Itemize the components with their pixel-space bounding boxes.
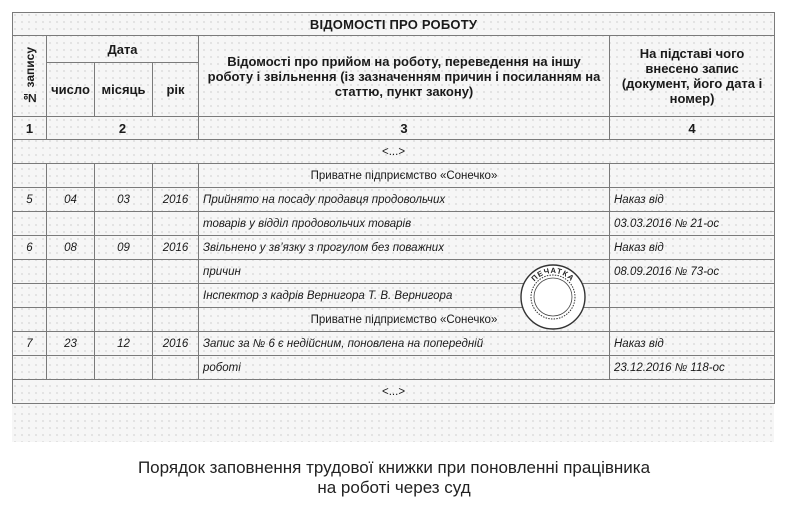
record-no-cell — [13, 284, 47, 308]
info-cell: Приватне підприємство «Сонечко» — [199, 164, 610, 188]
basis-cell — [610, 164, 775, 188]
seal-stamp — [518, 262, 588, 332]
month-cell: 09 — [95, 236, 153, 260]
year-cell — [153, 212, 199, 236]
day-cell: 23 — [47, 332, 95, 356]
year-cell — [153, 284, 199, 308]
info-cell: Прийнято на посаду продавця продовольчих — [199, 188, 610, 212]
day-cell — [47, 308, 95, 332]
year-cell: 2016 — [153, 188, 199, 212]
day-cell: 04 — [47, 188, 95, 212]
table-row — [13, 212, 775, 236]
header-basis: На підставі чого внесено запис (документ, його дата і номер) — [610, 36, 775, 117]
year-cell — [153, 164, 199, 188]
info-cell: Звільнено у зв’язку з прогулом без поважних — [199, 236, 610, 260]
basis-cell — [610, 284, 775, 308]
table-row — [13, 356, 775, 380]
stamp-text: ПЕЧАТКА — [529, 265, 577, 284]
record-no-cell — [13, 260, 47, 284]
header-year: рік — [153, 63, 199, 117]
record-no-cell — [13, 356, 47, 380]
ellipsis-row: <...> — [13, 140, 775, 164]
basis-cell: 03.03.2016 № 21-ос — [610, 212, 775, 236]
day-cell — [47, 284, 95, 308]
info-cell: Запис за № 6 є недійсним, поновлена на попередній — [199, 332, 610, 356]
record-rows — [13, 164, 775, 380]
ellipsis-row: <...> — [13, 380, 775, 404]
record-no-cell: 5 — [13, 188, 47, 212]
record-no-cell — [13, 308, 47, 332]
table-row — [13, 164, 775, 188]
record-no-cell — [13, 212, 47, 236]
record-no-cell: 7 — [13, 332, 47, 356]
caption-line-2: на роботі через суд — [317, 478, 471, 497]
work-record-table — [12, 12, 775, 404]
year-cell — [153, 260, 199, 284]
info-cell: роботі — [199, 356, 610, 380]
month-cell — [95, 356, 153, 380]
basis-cell: 23.12.2016 № 118-ос — [610, 356, 775, 380]
table-row — [13, 260, 775, 284]
day-cell: 08 — [47, 236, 95, 260]
header-day: число — [47, 63, 95, 117]
info-cell: Інспектор з кадрів Вернигора Т. В. Вернигора — [199, 284, 610, 308]
header-date: Дата — [47, 36, 199, 63]
header-info: Відомості про прийом на роботу, переведення на іншу роботу і звільнення (із зазначенням причин і посиланням на статтю, пункт закону) — [199, 36, 610, 117]
table-row — [13, 332, 775, 356]
basis-cell — [610, 308, 775, 332]
basis-cell: 08.09.2016 № 73-ос — [610, 260, 775, 284]
header-record-no: № запису — [13, 36, 47, 117]
table-row — [13, 308, 775, 332]
column-number: 3 — [199, 117, 610, 140]
year-cell: 2016 — [153, 236, 199, 260]
info-cell: Приватне підприємство «Сонечко» — [199, 308, 610, 332]
column-number: 4 — [610, 117, 775, 140]
table-row — [13, 284, 775, 308]
basis-cell: Наказ від — [610, 188, 775, 212]
day-cell — [47, 260, 95, 284]
month-cell — [95, 212, 153, 236]
table-title: ВІДОМОСТІ ПРО РОБОТУ — [13, 13, 775, 36]
record-no-cell: 6 — [13, 236, 47, 260]
column-number: 1 — [13, 117, 47, 140]
column-number: 2 — [47, 117, 199, 140]
day-cell — [47, 356, 95, 380]
caption-line-1: Порядок заповнення трудової книжки при поновленні працівника — [137, 458, 651, 477]
year-cell — [153, 356, 199, 380]
year-cell: 2016 — [153, 332, 199, 356]
table-row — [13, 188, 775, 212]
day-cell — [47, 164, 95, 188]
month-cell: 03 — [95, 188, 153, 212]
month-cell — [95, 308, 153, 332]
record-no-cell — [13, 164, 47, 188]
month-cell — [95, 284, 153, 308]
day-cell — [47, 212, 95, 236]
table-row — [13, 236, 775, 260]
month-cell: 12 — [95, 332, 153, 356]
info-cell: причин — [199, 260, 610, 284]
header-month: місяць — [95, 63, 153, 117]
basis-cell: Наказ від — [610, 236, 775, 260]
basis-cell: Наказ від — [610, 332, 775, 356]
month-cell — [95, 164, 153, 188]
year-cell — [153, 308, 199, 332]
month-cell — [95, 260, 153, 284]
info-cell: товарів у відділ продовольчих товарів — [199, 212, 610, 236]
